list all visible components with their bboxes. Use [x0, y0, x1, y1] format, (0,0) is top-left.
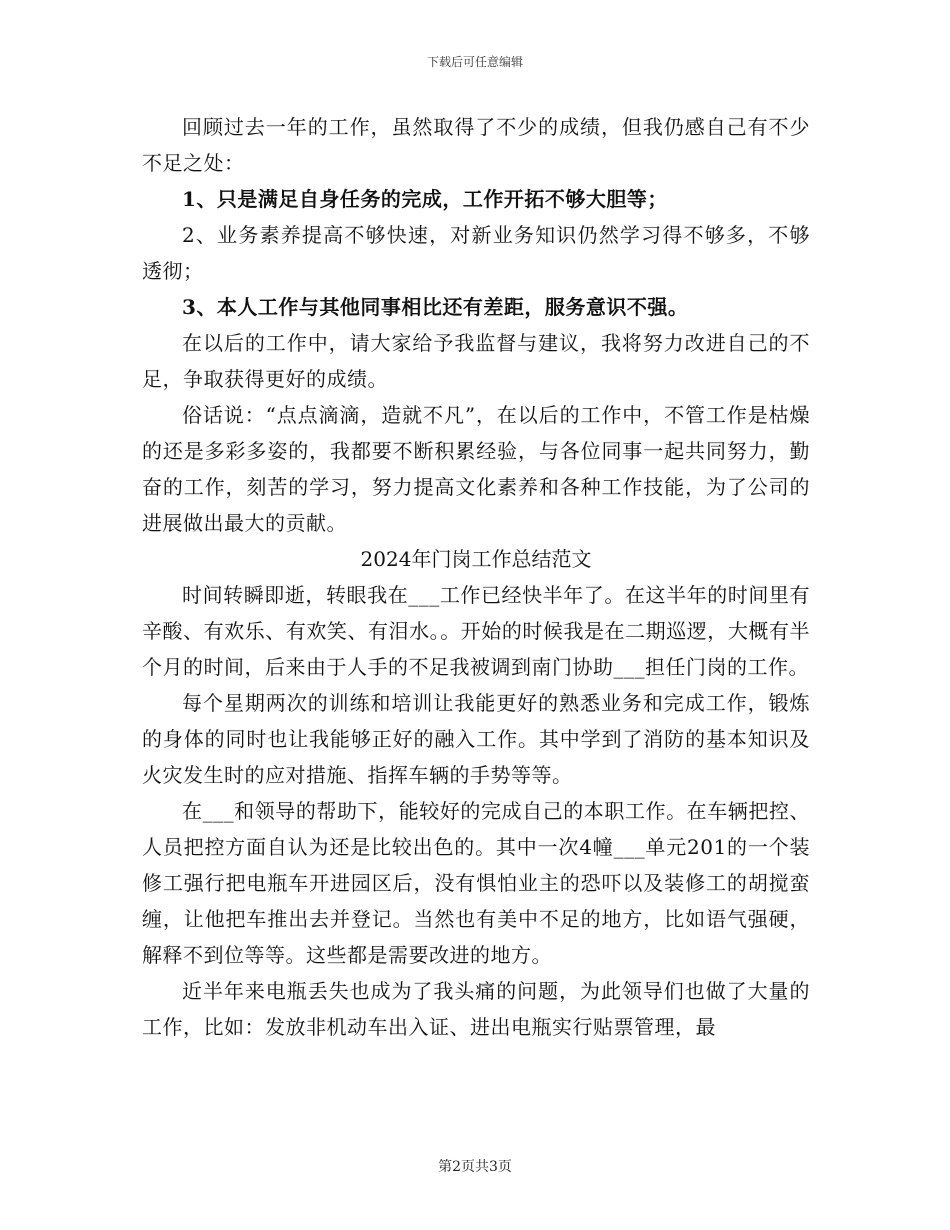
page-number: 第2页共3页 [438, 1159, 512, 1175]
paragraph-future-work: 在以后的工作中，请大家给予我监督与建议，我将努力改进自己的不足，争取获得更好的成绩。 [142, 331, 810, 391]
document-body [142, 109, 810, 1045]
page-header-note: 下载后可任意编辑 [426, 55, 523, 69]
paragraph-proverb: 俗话说：“点点滴滴，造就不凡”，在以后的工作中，不管工作是枯燥的还是多彩多姿的，我都要不断积累经验，与各位同事一起共同努力，勤奋的工作，刻苦的学习，努力提高文化素养和各种工作技能，为了公司的进展做出最大的贡献。 [142, 403, 810, 535]
section-title: 2024年门岗工作总结范文 [360, 547, 592, 571]
paragraph-duties: 在___和领导的帮助下，能较好的完成自己的本职工作。在车辆把控、人员把控方面自认为还是比较出色的。其中一次4幢___单元201的一个装修工强行把电瓶车开进园区后，没有惧怕业主的恐吓以及装修工的胡搅蛮缠，让他把车推出去并登记。当然也有美中不足的地方，比如语气强硬，解释不到位等等。这些都是需要改进的地方。 [142, 799, 810, 967]
paragraph-review: 回顾过去一年的工作，虽然取得了不少的成绩，但我仍感自己有不少不足之处： [142, 115, 810, 175]
paragraph-time-flies: 时间转瞬即逝，转眼我在___工作已经快半年了。在这半年的时间里有辛酸、有欢乐、有欢笑、有泪水。。开始的时候我是在二期巡逻，大概有半个月的时间，后来由于人手的不足我被调到南门协助___担任门岗的工作。 [142, 583, 810, 679]
paragraph-training: 每个星期两次的训练和培训让我能更好的熟悉业务和完成工作，锻炼的身体的同时也让我能够正好的融入工作。其中学到了消防的基本知识及火灾发生时的应对措施、指挥车辆的手势等等。 [142, 691, 810, 787]
paragraph-shortcoming-3: 3、本人工作与其他同事相比还有差距，服务意识不强。 [182, 295, 689, 319]
paragraph-shortcoming-1: 1、只是满足自身任务的完成，工作开拓不够大胆等； [182, 187, 668, 211]
paragraph-battery-loss: 近半年来电瓶丢失也成为了我头痛的问题，为此领导们也做了大量的工作，比如：发放非机动车出入证、进出电瓶实行贴票管理，最 [142, 979, 810, 1039]
paragraph-shortcoming-2: 2、业务素养提高不够快速，对新业务知识仍然学习得不够多，不够透彻； [142, 223, 810, 283]
